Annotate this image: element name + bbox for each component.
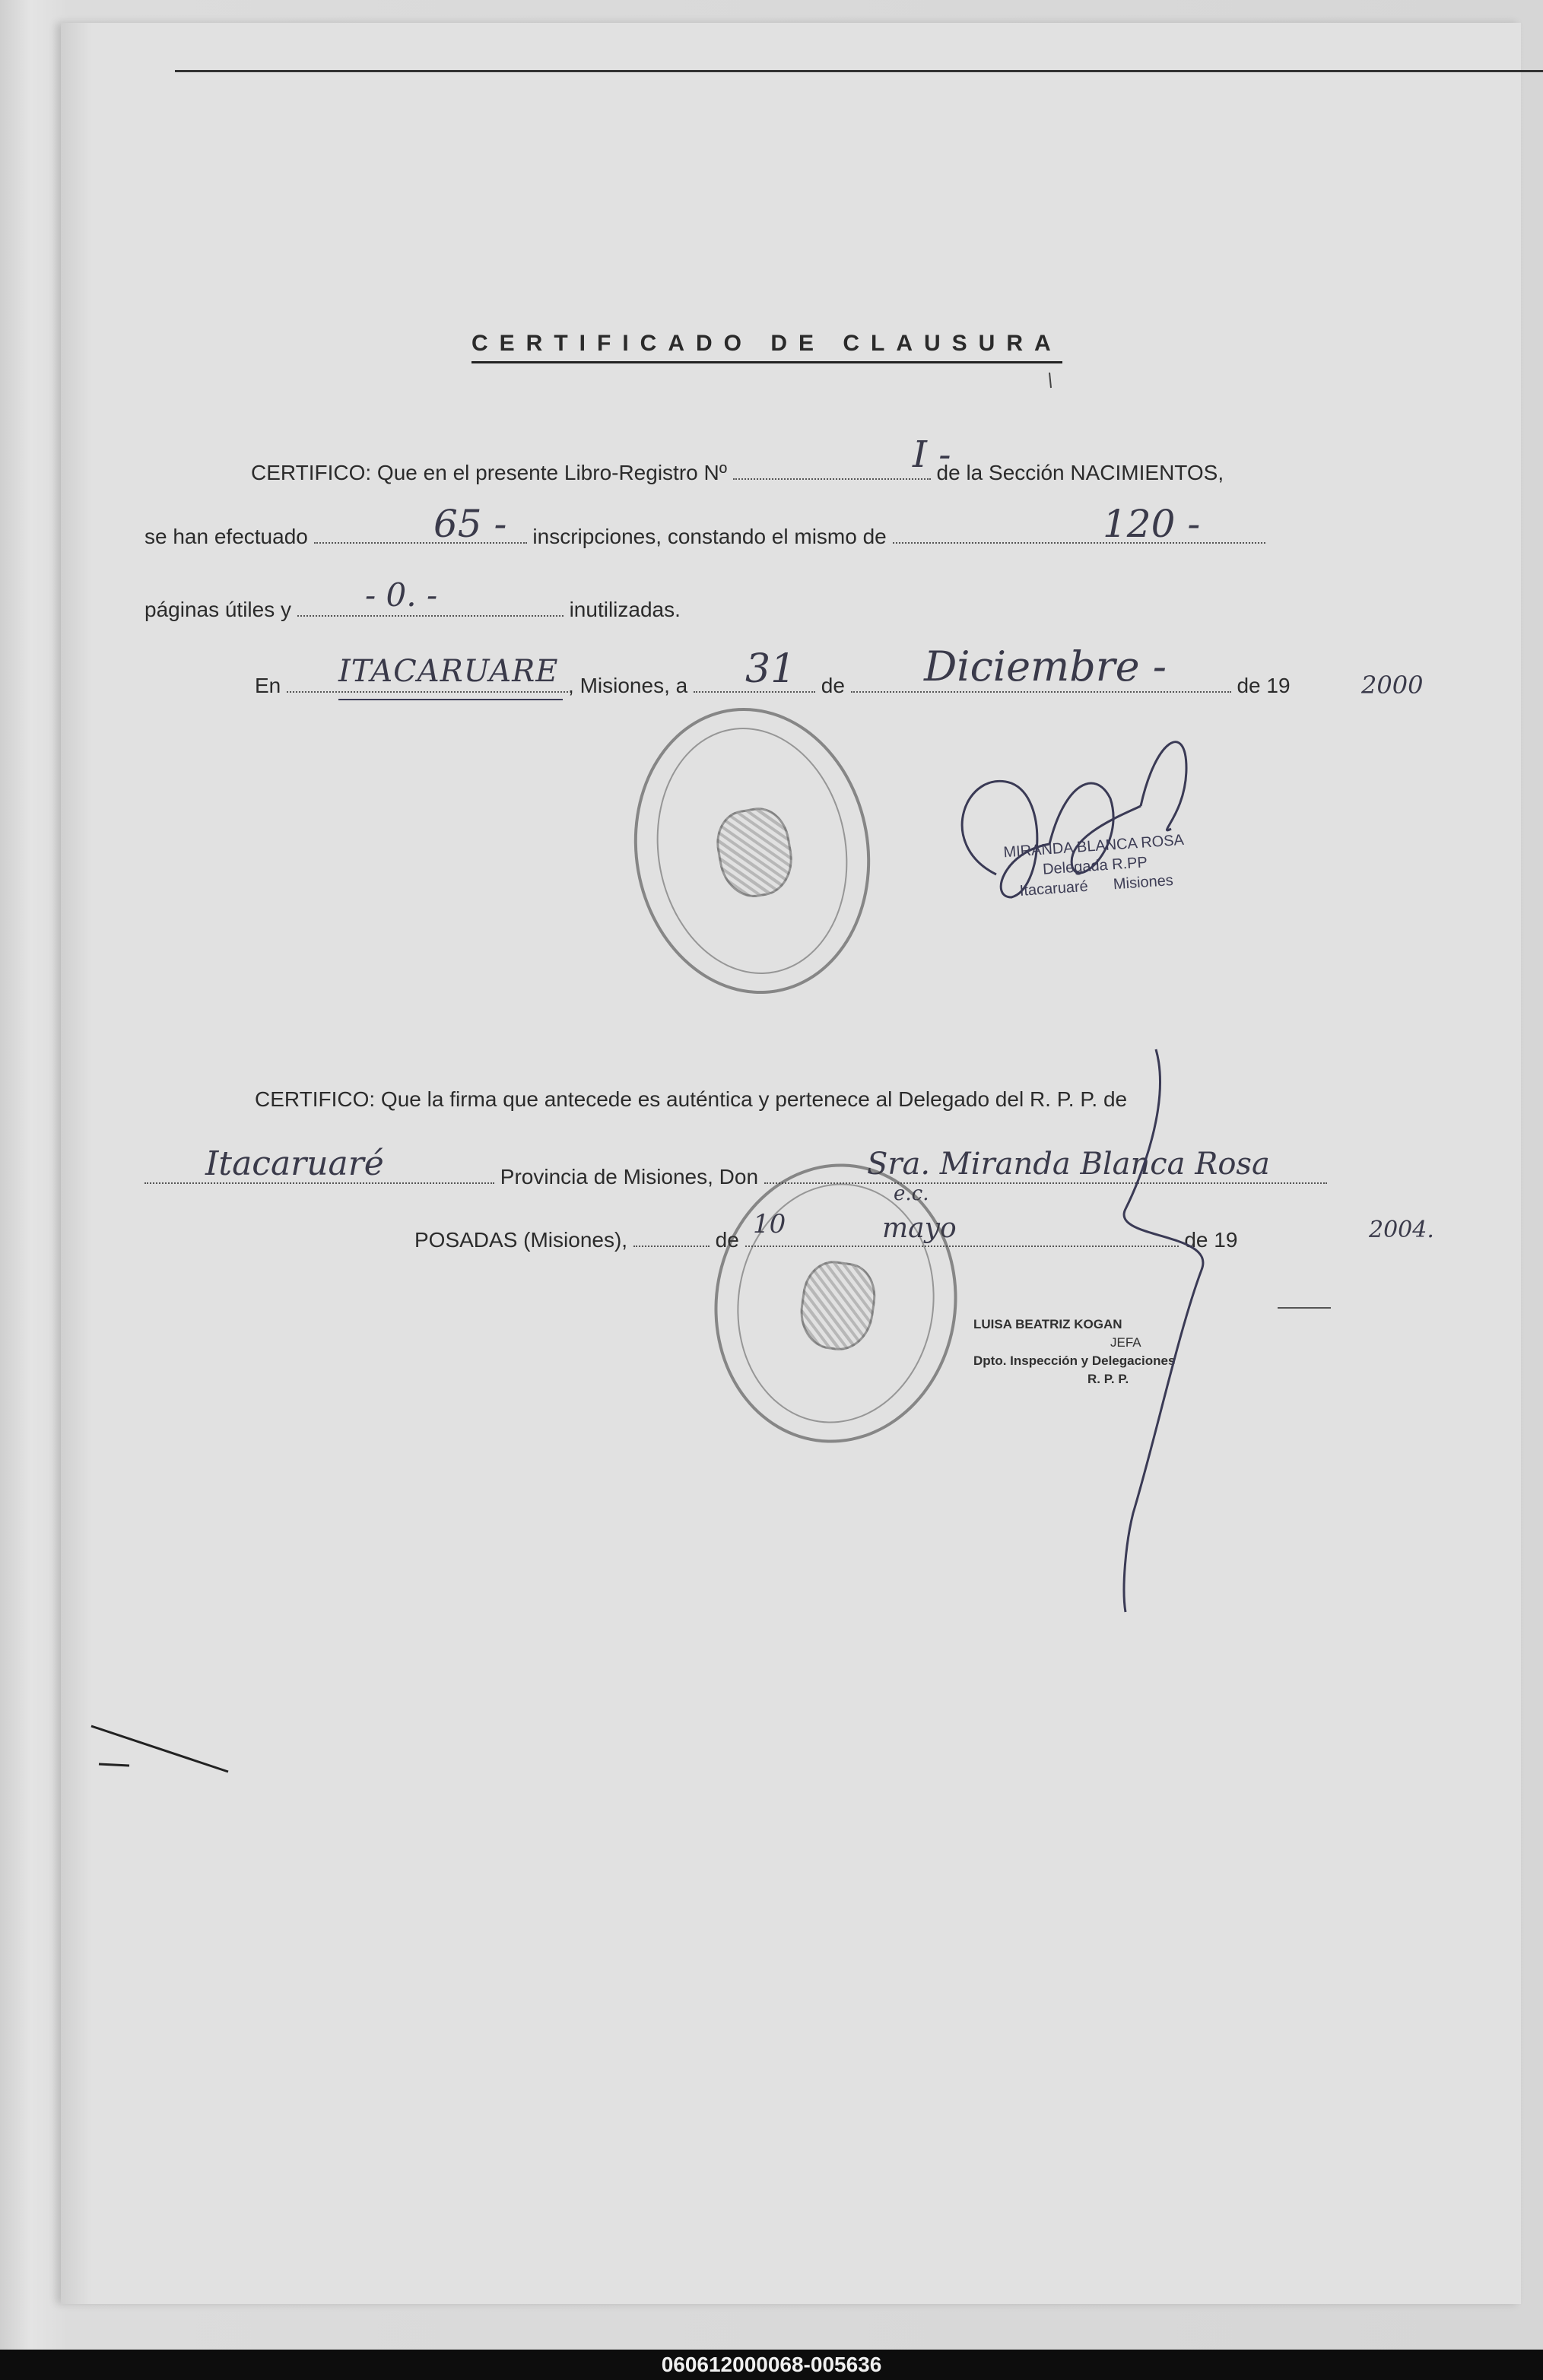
line-fecha-de19: de 19 [1237, 674, 1291, 697]
hand-mes2: mayo [882, 1213, 957, 1244]
sig2-dept: Dpto. Inspección y Delegaciones [973, 1353, 1176, 1368]
sig2-org: R. P. P. [1087, 1372, 1129, 1386]
sig1-name: MIRANDA BLANCA ROSA [1002, 831, 1185, 862]
hand-anio2: 2004. [1369, 1217, 1434, 1243]
sig2-name: LUISA BEATRIZ KOGAN [973, 1317, 1122, 1331]
hand-libro-num: I - [913, 433, 951, 476]
line-posadas-de: de [715, 1228, 739, 1252]
hand-nombre: Sra. Miranda Blanca Rosa [867, 1147, 1270, 1182]
sig1-title: Delegada R.PP [1042, 854, 1148, 878]
line-inscripciones-prefix: se han efectuado [144, 525, 308, 548]
footer-id-bar [0, 2350, 1543, 2380]
hand-lugar2: Itacaruaré [205, 1144, 384, 1183]
hand-dia2: 10 [753, 1209, 786, 1239]
line-certifico-2: CERTIFICO: Que la firma que antecede es auténtica y pertenece al Delegado del R. P. P. de [255, 1087, 1128, 1111]
hand-inutilizadas: - 0. - [365, 576, 438, 614]
sig2-title: JEFA [1110, 1335, 1141, 1350]
margin-mark-2 [99, 1764, 129, 1766]
signature-2-stroke [1124, 1049, 1203, 1612]
line-libro-prefix: CERTIFICO: Que en el presente Libro-Registro Nº [251, 461, 727, 484]
signature-1-stroke-a [962, 781, 1049, 897]
ink-marks [61, 23, 1521, 2304]
signature-1-stroke-b [1049, 783, 1141, 873]
title-tick-mark [1049, 373, 1051, 388]
line-posadas-de19: de 19 [1184, 1228, 1238, 1252]
document-page [61, 23, 1521, 2304]
line-posadas-text: POSADAS (Misiones), [414, 1228, 628, 1252]
document-title: CERTIFICADO DE CLAUSURA [471, 331, 1062, 363]
line-fecha-misiones: , Misiones, a [568, 674, 688, 697]
footer-id: 060612000068-005636 [661, 2353, 882, 2376]
line-provincia-text: Provincia de Misiones, Don [500, 1165, 759, 1188]
line-fecha-de: de [821, 674, 845, 697]
signature-1-stroke-c [1141, 742, 1186, 830]
sig1-province: Misiones [1113, 871, 1174, 893]
hand-lugar: ITACARUARE [338, 654, 559, 689]
line-paginas-prefix: páginas útiles y [144, 598, 292, 621]
line-libro-suffix: de la Sección NACIMIENTOS, [936, 461, 1224, 484]
line-paginas-suffix: inutilizadas. [569, 598, 681, 621]
line-fecha-en: En [255, 674, 281, 697]
sig1-city: Itacaruaré [1019, 877, 1089, 900]
hand-mes: Diciembre - [924, 643, 1167, 690]
line-inscripciones-middle: inscripciones, constando el mismo de [532, 525, 887, 548]
hand-nota: e.c. [894, 1182, 929, 1205]
hand-inscripciones: 65 - [433, 502, 507, 546]
hand-anio: 2000 [1361, 671, 1424, 700]
hand-paginas: 120 - [1103, 502, 1201, 546]
hand-dia: 31 [745, 646, 796, 692]
